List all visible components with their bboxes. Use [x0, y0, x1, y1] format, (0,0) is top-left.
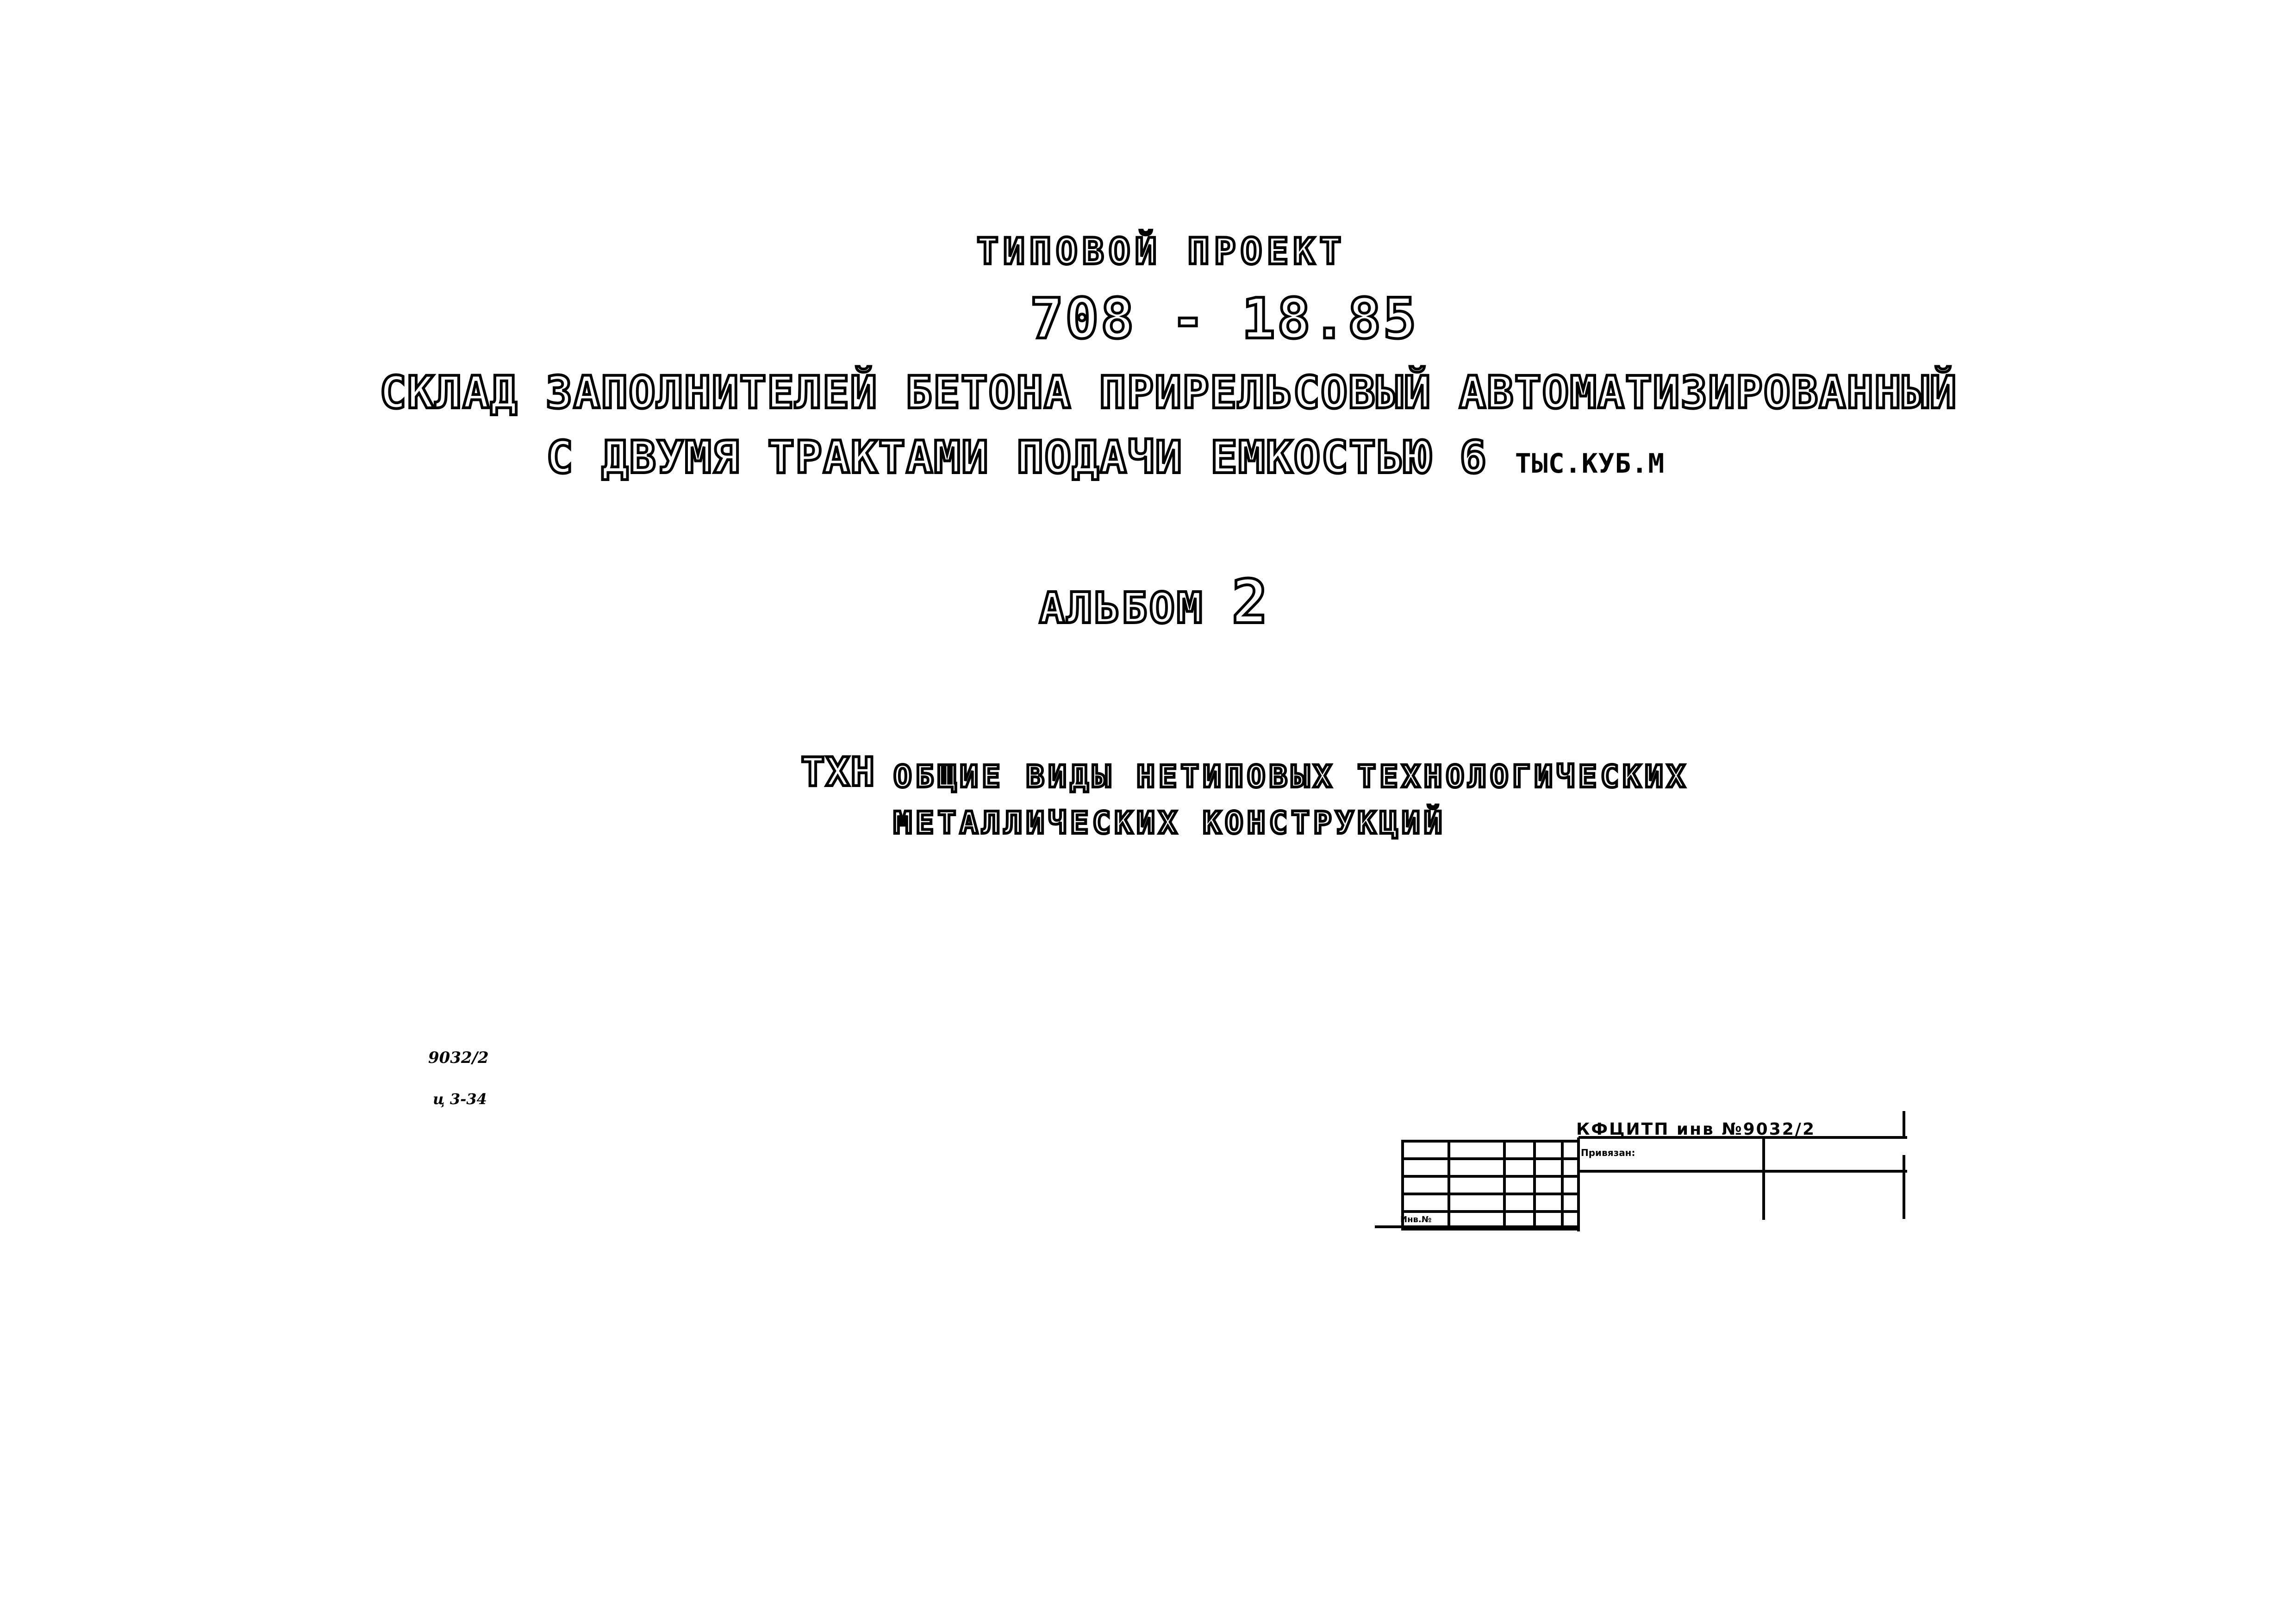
album-label: АЛЬБОМ — [1039, 583, 1232, 633]
stamp-label-binding: Привязан: — [1581, 1147, 1635, 1158]
section-code: ТХН — [801, 749, 876, 795]
document-type-heading: ТИПОВОЙ ПРОЕКТ — [977, 231, 1346, 273]
section-title-line-1: ОБЩИЕ ВИДЫ НЕТИПОВЫХ ТЕХНОЛОГИЧЕСКИХ — [893, 759, 1689, 794]
project-title-line-2 — [546, 431, 1665, 483]
archive-inventory-number: КФЦИТП инв №9032/2 — [1576, 1120, 1816, 1139]
album-heading — [1039, 567, 1270, 637]
album-number: 2 — [1231, 567, 1270, 637]
project-number: 708 - 18.85 — [1030, 287, 1418, 351]
capacity-unit: ТЫС.КУБ.М — [1515, 448, 1665, 479]
project-title-line-2-text: С ДВУМЯ ТРАКТАМИ ПОДАЧИ ЕМКОСТЬЮ 6 — [546, 431, 1515, 483]
section-title-line-2: МЕТАЛЛИЧЕСКИХ КОНСТРУКЦИЙ — [893, 805, 1446, 841]
stamp-label-inventory: Инв.№ — [1400, 1215, 1432, 1224]
handwritten-inventory-note: 9032/2 — [428, 1049, 489, 1067]
project-title-line-1: СКЛАД ЗАПОЛНИТЕЛЕЙ БЕТОНА ПРИРЕЛЬСОВЫЙ АВТОМАТИЗИРОВАННЫЙ — [380, 367, 1958, 418]
handwritten-page-note: ц 3-34 — [433, 1090, 487, 1108]
